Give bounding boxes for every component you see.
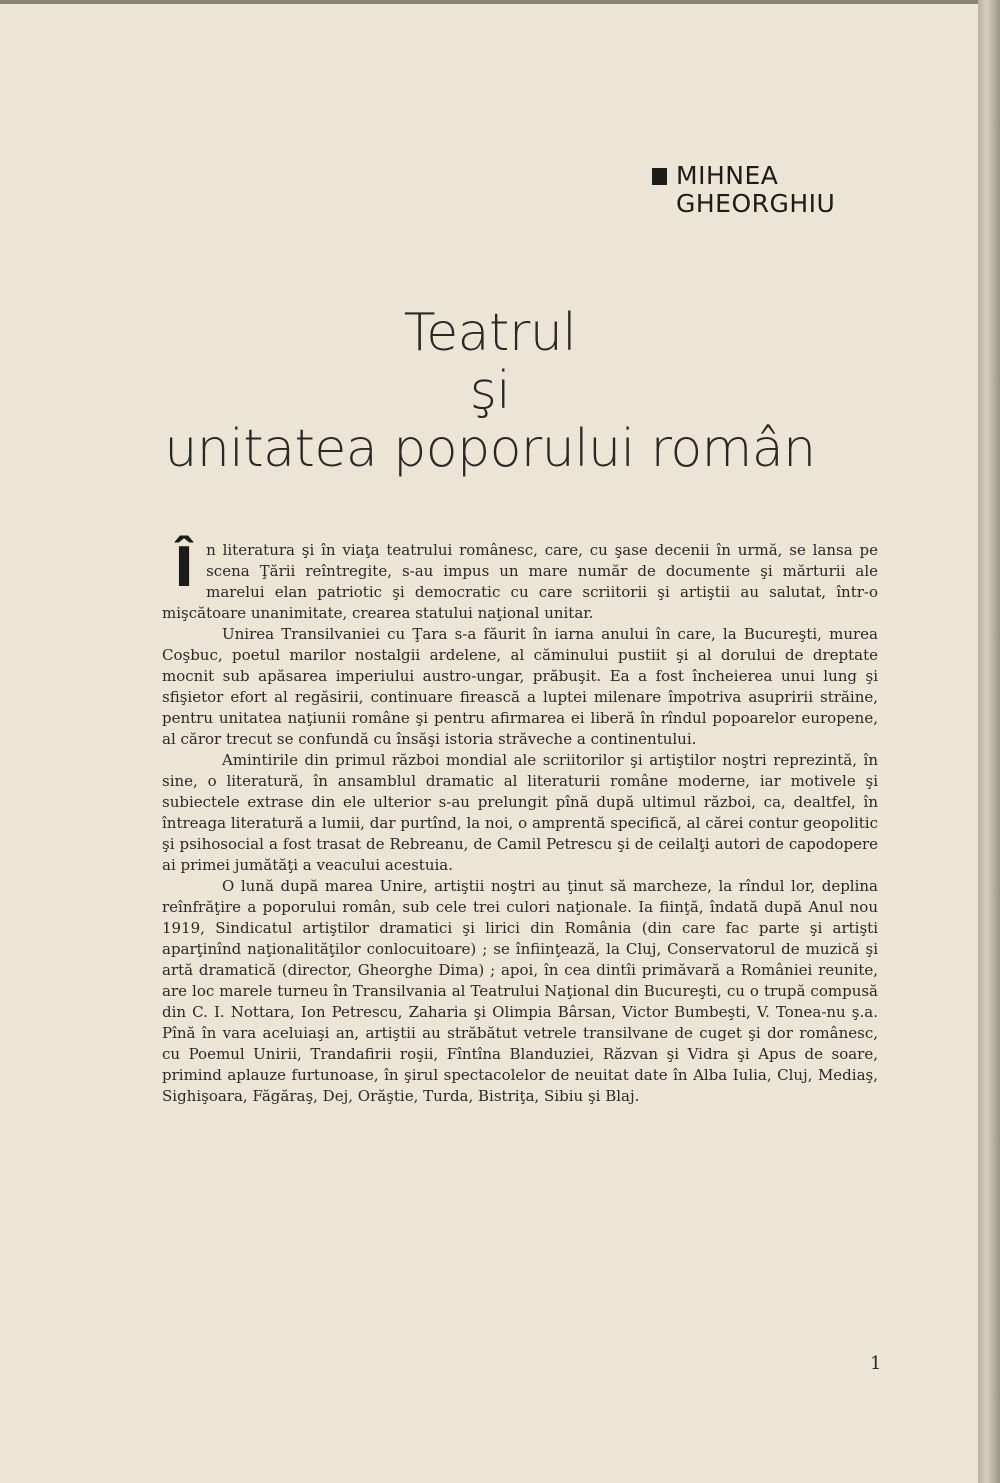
article-body <box>162 536 878 1107</box>
title-line-2: şi <box>469 361 511 421</box>
paragraph-4: O lună după marea Unire, artiştii noştri au ţinut să marcheze, la rîndul lor, deplina reînfrăţire a poporului român, sub cele trei culori naţionale. Ia fiinţă, îndată după Anul nou 1919, Sindicatul artiştilor dramatici şi lirici din România (din care fac parte şi artişti aparţinînd naţionalităţilor conlocuitoare) ; se înfiinţează, la Cluj, Conservatorul de muzică şi artă dramatică (director, Gheorghe Dima) ; apoi, în cea dintîi primăvară a României reunite, are loc marele turneu în Transilvania al Teatrului Naţional din Bucureşti, cu o trupă compusă din C. I. Nottara, Ion Petrescu, Zaharia şi Olimpia Bârsan, Victor Bumbeşti, V. Tonea-nu ş.a. Pînă în vara aceluiaşi an, artiştii au străbătut vetrele transilvane de cuget şi dor românesc, cu Poemul Unirii, Trandafirii roşii, Fîntîna Blanduziei, Răzvan şi Vidra şi Apus de soare, primind aplauze furtunoase, în şirul spectacolelor de neuitat date în Alba Iulia, Cluj, Mediaş, Sighişoara, Făgăraş, Dej, Orăştie, Turda, Bistriţa, Sibiu şi Blaj. <box>162 877 878 1105</box>
title-line-1: Teatrul <box>403 303 577 363</box>
drop-cap: Î <box>174 536 195 599</box>
paragraph-2: Unirea Transilvaniei cu Ţara s-a făurit în iarna anului în care, la Bucureşti, murea Coşbuc, poetul marilor nostalgii ardelene, al căminului pustiit şi al dorului de dreptate mocnit sub apăsarea imperiului austro-ungar, prăbuşit. Ea a fost încheierea unui lung şi sfişietor efort al regăsirii, continuare firească a luptei milenare împotriva asupririi străine, pentru unitatea naţiunii române şi pentru afirmarea ei liberă în rîndul popoarelor europene, al căror trecut se confundă cu însăşi istoria străveche a continentului. <box>162 625 878 748</box>
paragraph-1 <box>162 536 878 624</box>
author-name <box>652 162 835 218</box>
author-first-name: MIHNEA <box>676 161 779 190</box>
page-number: 1 <box>870 1353 882 1374</box>
paragraph-1-text: n literatura şi în viaţa teatrului românesc, care, cu şase decenii în urmă, se lansa pe scena Ţării reîntregite, s-au impus un mare număr de documente şi mărturii ale marelui elan patriotic şi democratic cu care scriitorii şi artiştii au salutat, într-o mişcătoare unanimitate, crearea statului naţional unitar. <box>162 541 878 622</box>
article-title <box>150 304 830 478</box>
title-line-3: unitatea poporului român <box>164 419 816 479</box>
page <box>0 4 978 1483</box>
paragraph-3: Amintirile din primul război mondial ale scriitorilor şi artiştilor noştri reprezintă, în sine, o literatură, în ansamblul dramatic al literaturii române moderne, iar motivele şi subiectele extrase din ele ulterior s-au prelungit pînă după ultimul război, ca, dealtfel, în întreaga literatură a lumii, dar purtînd, la noi, o amprentă specifică, al cărei contur geopolitic şi psihosocial a fost trasat de Rebreanu, de Camil Petrescu şi de ceilalţi autori de capodopere ai primei jumătăţi a veacului acestuia. <box>162 751 878 874</box>
square-bullet-icon <box>652 168 667 185</box>
author-last-name: GHEORGHIU <box>676 189 836 218</box>
book-spine <box>978 0 1000 1483</box>
